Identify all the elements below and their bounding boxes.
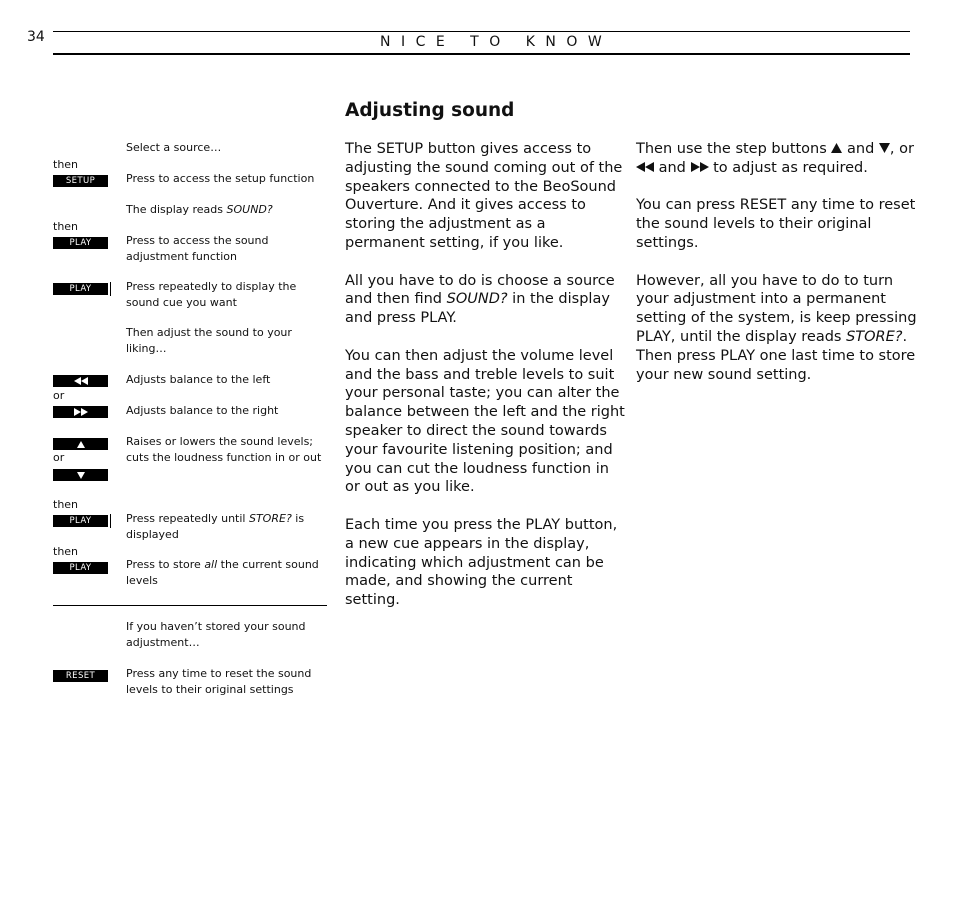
header-bottom-rule — [53, 53, 910, 55]
body-column-1 — [345, 140, 627, 629]
connector-or: or — [53, 389, 65, 402]
paragraph: You can then adjust the volume level and the bass and treble levels to suit your personal taste; you can alter the balance between the left and the right speaker to direct the sound towards your favourite listening position; and you can cut the loudness function in or out as you like. — [345, 347, 625, 496]
step-not-stored: If you haven’t stored your sound adjustment… — [126, 620, 306, 649]
step-display-reads: The display reads SOUND? — [126, 203, 273, 216]
step-store-all: Press to store all the current sound levels — [126, 558, 319, 587]
triangle-down-icon — [77, 472, 85, 479]
sidebar-divider — [53, 605, 327, 606]
step-play-repeat: Press repeatedly to display the sound cue you want — [126, 280, 297, 309]
step-then-adjust: Then adjust the sound to your liking… — [126, 326, 292, 355]
section-heading: Adjusting sound — [345, 100, 515, 121]
step-play-access: Press to access the sound adjustment function — [126, 234, 269, 263]
connector-then: then — [53, 545, 79, 558]
triangle-up-icon — [77, 441, 85, 448]
reset-key: RESET — [53, 670, 108, 682]
step-balance-right: Adjusts balance to the right — [126, 404, 279, 417]
triangle-down-icon — [879, 143, 890, 153]
paragraph: The SETUP button gives access to adjusting the sound coming out of the speakers connected to the BeoSound Ouverture. And it gives access to storing the adjustment as a permanent setting, if you like. — [345, 141, 623, 251]
play-key: PLAY — [53, 237, 108, 249]
down-key — [53, 469, 108, 481]
step-balance-left: Adjusts balance to the left — [126, 373, 271, 386]
rewind-key — [53, 375, 108, 387]
up-key — [53, 438, 108, 450]
step-select-source: Select a source… — [126, 141, 222, 154]
play-key: PLAY — [53, 515, 108, 527]
fast-forward-icon — [74, 408, 88, 416]
rewind-icon — [636, 162, 654, 172]
fast-forward-key — [53, 406, 108, 418]
triangle-up-icon — [831, 143, 842, 153]
body-column-2 — [636, 140, 918, 403]
paragraph: All you have to do is choose a source and then find SOUND? in the display and press PLAY. — [345, 272, 615, 327]
step-reset: Press any time to reset the sound levels to their original settings — [126, 667, 312, 696]
step-press-until-store: Press repeatedly until STORE? is displayed — [126, 512, 305, 541]
paragraph: You can press RESET any time to reset the sound levels to their original settings. — [636, 197, 916, 251]
setup-key: SETUP — [53, 175, 108, 187]
paragraph: However, all you have to do to turn your adjustment into a permanent setting of the system, is keep pressing PLAY, until the display reads STORE?. Then press PLAY one last time to store your new sound setting. — [636, 272, 917, 383]
step-setup: Press to access the setup function — [126, 172, 315, 185]
rewind-icon — [74, 377, 88, 385]
connector-then: then — [53, 158, 79, 171]
connector-then: then — [53, 498, 79, 511]
header-title: NICE TO KNOW — [380, 34, 613, 50]
connector-or: or — [53, 451, 65, 464]
header-top-rule — [53, 31, 910, 32]
paragraph: Each time you press the PLAY button, a new cue appears in the display, indicating which adjustment can be made, and showing the current setting. — [345, 516, 618, 609]
connector-then: then — [53, 220, 79, 233]
play-key: PLAY — [53, 283, 108, 295]
page-number: 34 — [27, 29, 45, 45]
fast-forward-icon — [691, 162, 709, 172]
step-raise-lower: Raises or lowers the sound levels; cuts the loudness function in or out — [126, 435, 322, 464]
paragraph: Then use the step buttons and , or and to adjust as required. — [636, 141, 914, 176]
play-key: PLAY — [53, 562, 108, 574]
